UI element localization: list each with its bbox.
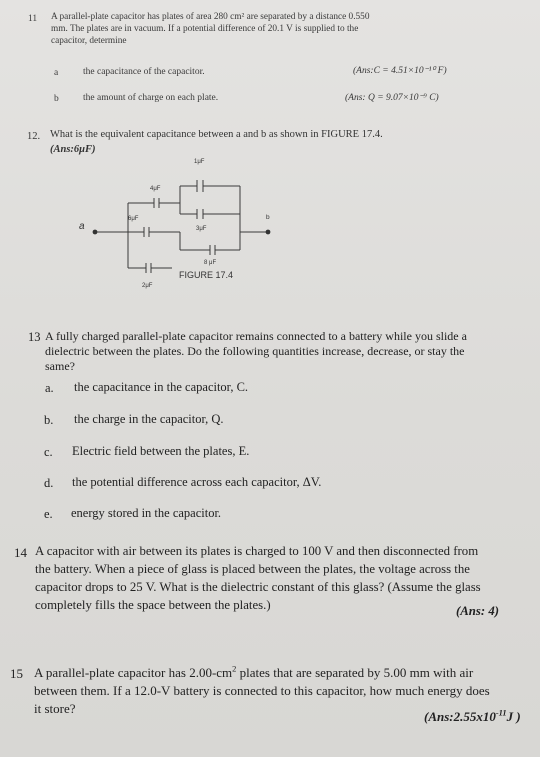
terminal-a-label: a [79, 221, 85, 232]
capacitor-label-6uf: 6μF [128, 216, 139, 222]
sub-item-letter: b [54, 94, 59, 104]
capacitor-label-4uf: 4μF [150, 186, 161, 192]
question-text-line: capacitor drops to 25 V. What is the dielectric constant of this glass? (Assume the glass [35, 580, 481, 594]
sub-item-letter: d. [44, 476, 54, 490]
capacitor-label-3uf: 3μF [196, 226, 207, 232]
answer-text: ($Ans:2.55x10^{-11}J$ ) [424, 707, 521, 724]
terminal-a-dot [93, 230, 98, 235]
question-text-line: capacitor, determine [51, 36, 127, 46]
sub-item-text: Electric field between the plates, E. [72, 444, 250, 458]
capacitor-label-1uf: 1μF [194, 159, 205, 165]
question-text-line: mm. The plates are in vacuum. If a potential difference of 20.1 V is supplied to the [51, 24, 359, 34]
question-number: 11 [28, 14, 38, 24]
question-text-line: same? [45, 359, 75, 373]
answer-text: (Ans: Q = 9.07×10⁻⁹ C) [345, 93, 439, 103]
question-number: 14 [14, 545, 27, 560]
sub-item-text: the amount of charge on each plate. [83, 93, 219, 103]
sub-item-text: the charge in the capacitor, Q. [74, 412, 224, 426]
question-text-line: it store? [34, 701, 76, 716]
sub-item-text: the potential difference across each capacitor, ΔV. [72, 475, 322, 489]
question-text-line: A parallel-plate capacitor has $2.00-cm^2$ plates that are separated by 5.00 mm with air [34, 663, 474, 680]
question-text-line: A capacitor with air between its plates is charged to 100 V and then disconnected from [35, 544, 479, 558]
question-number: 12. [27, 131, 41, 142]
sub-item-letter: e. [44, 507, 53, 521]
question-text-line: between them. If a 12.0-V battery is connected to this capacitor, how much energy does [34, 683, 490, 698]
sub-item-letter: a [54, 68, 59, 78]
question-text-line: A fully charged parallel-plate capacitor remains connected to a battery while you slide a [45, 329, 467, 343]
question-number: 13 [28, 330, 41, 344]
question-text-line: What is the equivalent capacitance between a and b as shown in FIGURE 17.4. [50, 129, 383, 140]
question-text-line: completely fills the space between the plates.) [35, 598, 271, 612]
figure-caption: FIGURE 17.4 [179, 270, 234, 280]
sub-item-letter: a. [45, 381, 54, 395]
question-text-line: dielectric between the plates. Do the following quantities increase, decrease, or stay the [45, 344, 465, 358]
answer-text: (Ans: 4) [456, 604, 500, 618]
sub-item-text: the capacitance of the capacitor. [83, 67, 205, 77]
answer-text: (Ans:6μF) [50, 144, 96, 155]
sub-item-text: the capacitance in the capacitor, C. [74, 380, 249, 394]
capacitor-label-8uf: 8 μF [204, 260, 217, 266]
question-number: 15 [10, 666, 23, 681]
terminal-b-label: b [266, 214, 270, 221]
sub-item-letter: c. [44, 445, 53, 459]
question-text-line: the battery. When a piece of glass is placed between the plates, the voltage across the [35, 562, 470, 576]
sub-item-text: energy stored in the capacitor. [71, 506, 222, 520]
sub-item-letter: b. [44, 413, 54, 427]
answer-text: (Ans:C = 4.51×10⁻¹⁰ F) [353, 66, 447, 76]
question-text-line: A parallel-plate capacitor has plates of area 280 cm² are separated by a distance 0.550 [51, 12, 370, 22]
capacitor-label-2uf: 2μF [142, 283, 153, 289]
terminal-b-dot [266, 230, 271, 235]
